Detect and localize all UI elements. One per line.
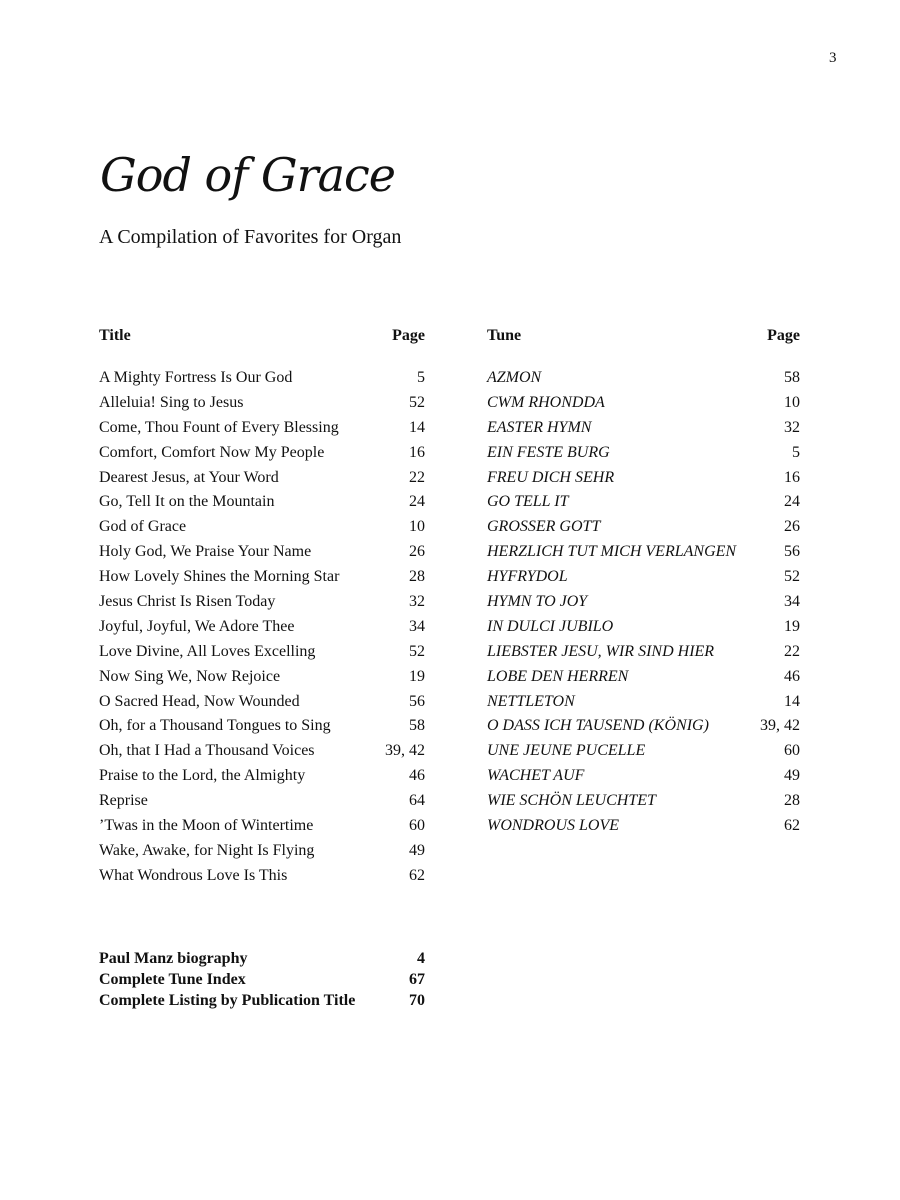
entry-page: 34 [409, 617, 425, 635]
entry-name: Complete Listing by Publication Title [99, 992, 356, 1009]
title-index-header [99, 327, 425, 349]
tune-row [487, 665, 800, 690]
entry-page: 26 [409, 543, 425, 561]
entry-name: UNE JEUNE PUCELLE [487, 742, 646, 760]
tune-row [487, 714, 800, 739]
title-row [99, 864, 425, 889]
entry-page: 49 [409, 841, 425, 859]
title-row [99, 441, 425, 466]
entry-name: O Sacred Head, Now Wounded [99, 692, 300, 710]
tune-row [487, 789, 800, 814]
entry-name: Comfort, Comfort Now My People [99, 443, 325, 461]
tune-row [487, 540, 800, 565]
page-column-header: Page [767, 327, 800, 344]
entry-page: 32 [409, 593, 425, 611]
title-row [99, 590, 425, 615]
entry-name: Oh, for a Thousand Tongues to Sing [99, 717, 331, 735]
section-row [99, 948, 425, 969]
entry-page: 39, 42 [385, 742, 425, 760]
tune-row [487, 640, 800, 665]
entry-page: 5 [417, 369, 425, 386]
title-row [99, 789, 425, 814]
tune-row [487, 690, 800, 715]
entry-name: ’Twas in the Moon of Wintertime [99, 817, 314, 835]
entry-page: 52 [409, 642, 425, 660]
entry-page: 24 [409, 493, 425, 511]
title-row [99, 690, 425, 715]
tune-row [487, 590, 800, 615]
entry-name: HERZLICH TUT MICH VERLANGEN [487, 543, 737, 561]
entry-name: Joyful, Joyful, We Adore Thee [99, 617, 295, 635]
entry-name: Come, Thou Fount of Every Blessing [99, 418, 339, 436]
entry-page: 10 [409, 518, 425, 536]
entry-page: 49 [784, 767, 800, 785]
entry-name: Jesus Christ Is Risen Today [99, 593, 276, 611]
title-row [99, 565, 425, 590]
entry-name: Dearest Jesus, at Your Word [99, 468, 279, 486]
entry-page: 19 [409, 667, 425, 685]
entry-page: 10 [784, 393, 800, 411]
entry-name: IN DULCI JUBILO [487, 617, 614, 635]
tune-index-rows [487, 366, 800, 839]
entry-page: 34 [784, 593, 800, 611]
entry-name: EASTER HYMN [487, 418, 592, 436]
entry-name: What Wondrous Love Is This [99, 866, 288, 884]
entry-page: 64 [409, 792, 425, 810]
entry-page: 5 [792, 443, 800, 461]
tune-row [487, 764, 800, 789]
entry-page: 16 [784, 468, 800, 486]
entry-page: 70 [409, 992, 425, 1009]
entry-page: 60 [784, 742, 800, 760]
title-row [99, 540, 425, 565]
entry-page: 22 [784, 642, 800, 660]
tune-row [487, 739, 800, 764]
title-row [99, 615, 425, 640]
tune-row [487, 515, 800, 540]
entry-page: 56 [409, 692, 425, 710]
entry-name: How Lovely Shines the Morning Star [99, 568, 340, 586]
entry-page: 22 [409, 468, 425, 486]
entry-name: AZMON [487, 369, 542, 386]
entry-page: 52 [409, 393, 425, 411]
entry-name: Love Divine, All Loves Excelling [99, 642, 316, 660]
entry-page: 4 [417, 950, 425, 967]
page-number: 3 [829, 50, 837, 66]
title-row [99, 714, 425, 739]
entry-page: 28 [409, 568, 425, 586]
title-row [99, 466, 425, 491]
entry-name: Reprise [99, 792, 148, 810]
entry-name: HYFRYDOL [487, 568, 568, 586]
tune-row [487, 441, 800, 466]
tune-row [487, 565, 800, 590]
entry-name: WACHET AUF [487, 767, 585, 785]
entry-page: 28 [784, 792, 800, 810]
entry-name: HYMN TO JOY [487, 593, 588, 611]
tune-row [487, 416, 800, 441]
tune-row [487, 391, 800, 416]
entry-page: 56 [784, 543, 800, 561]
page-column-header: Page [392, 327, 425, 344]
entry-name: Wake, Awake, for Night Is Flying [99, 841, 315, 859]
entry-name: O DASS ICH TAUSEND (KÖNIG) [487, 717, 709, 735]
entry-name: Holy God, We Praise Your Name [99, 543, 312, 561]
entry-page: 46 [409, 767, 425, 785]
entry-name: GROSSER GOTT [487, 518, 601, 536]
entry-name: Complete Tune Index [99, 971, 246, 988]
title-row [99, 764, 425, 789]
entry-page: 14 [784, 692, 800, 710]
entry-name: Praise to the Lord, the Almighty [99, 767, 306, 785]
entry-name: FREU DICH SEHR [487, 468, 615, 486]
entry-name: God of Grace [99, 518, 187, 536]
tune-row [487, 490, 800, 515]
entry-page: 24 [784, 493, 800, 511]
entry-page: 62 [784, 817, 800, 835]
entry-name: Paul Manz biography [99, 950, 248, 967]
title-index-rows [99, 366, 425, 889]
entry-page: 32 [784, 418, 800, 436]
entry-name: LOBE DEN HERREN [487, 667, 629, 685]
tune-row [487, 366, 800, 391]
tune-index [487, 327, 800, 839]
title-row [99, 665, 425, 690]
book-subtitle: A Compilation of Favorites for Organ [99, 226, 402, 248]
title-row [99, 416, 425, 441]
title-row [99, 640, 425, 665]
additional-sections [99, 948, 425, 1011]
entry-page: 46 [784, 667, 800, 685]
entry-name: A Mighty Fortress Is Our God [99, 369, 293, 386]
entry-name: Alleluia! Sing to Jesus [99, 393, 244, 411]
entry-name: WONDROUS LOVE [487, 817, 619, 835]
entry-page: 16 [409, 443, 425, 461]
entry-page: 60 [409, 817, 425, 835]
title-row [99, 366, 425, 391]
entry-page: 19 [784, 617, 800, 635]
title-row [99, 490, 425, 515]
entry-name: Go, Tell It on the Mountain [99, 493, 275, 511]
entry-page: 26 [784, 518, 800, 536]
entry-page: 58 [784, 369, 800, 386]
tune-row [487, 615, 800, 640]
entry-name: LIEBSTER JESU, WIR SIND HIER [487, 642, 715, 660]
title-row [99, 391, 425, 416]
entry-page: 62 [409, 866, 425, 884]
entry-name: CWM RHONDDA [487, 393, 605, 411]
entry-page: 67 [409, 971, 425, 988]
entry-page: 14 [409, 418, 425, 436]
title-column-header: Title [99, 327, 131, 344]
entry-name: GO TELL IT [487, 493, 569, 511]
entry-name: Oh, that I Had a Thousand Voices [99, 742, 315, 760]
title-row [99, 515, 425, 540]
entry-name: EIN FESTE BURG [487, 443, 610, 461]
title-row [99, 839, 425, 864]
entry-page: 52 [784, 568, 800, 586]
entry-page: 58 [409, 717, 425, 735]
tune-index-header [487, 327, 800, 349]
section-row [99, 990, 425, 1011]
title-row [99, 814, 425, 839]
entry-name: NETTLETON [487, 692, 575, 710]
entry-page: 39, 42 [760, 717, 800, 735]
title-index [99, 327, 425, 889]
title-row [99, 739, 425, 764]
tune-row [487, 814, 800, 839]
section-row [99, 969, 425, 990]
tune-column-header: Tune [487, 327, 522, 344]
entry-name: WIE SCHÖN LEUCHTET [487, 792, 656, 810]
tune-row [487, 466, 800, 491]
entry-name: Now Sing We, Now Rejoice [99, 667, 281, 685]
book-title: God of Grace [100, 148, 395, 202]
